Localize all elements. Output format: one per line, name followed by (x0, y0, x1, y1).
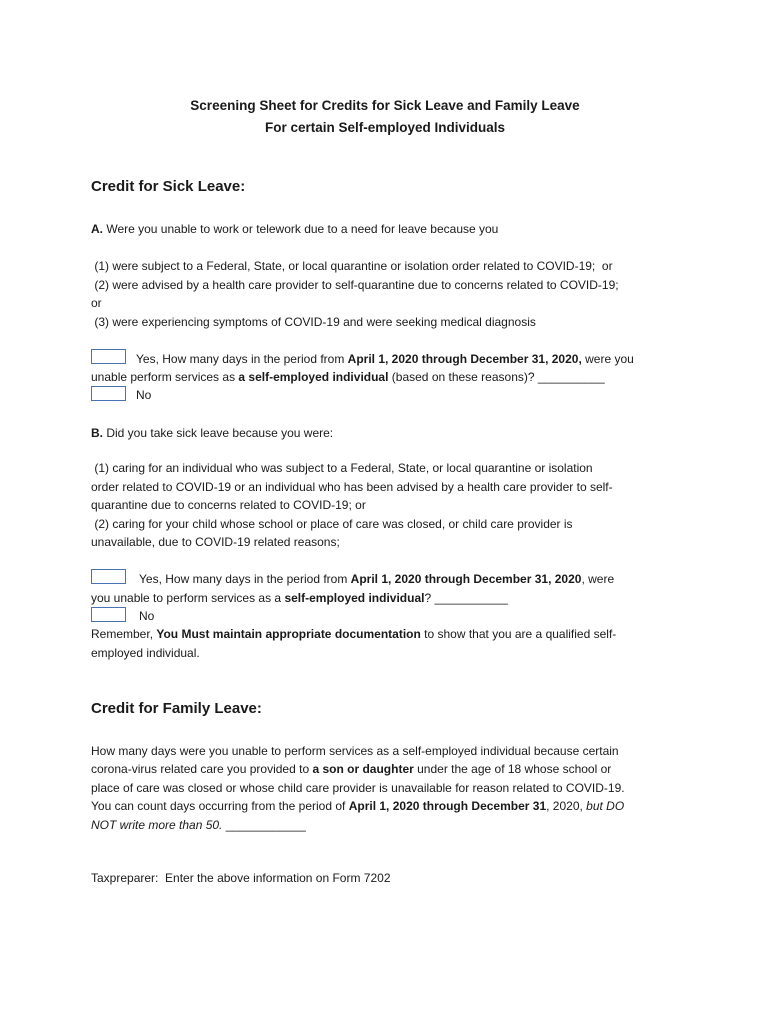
family-line2-suffix: under the age of 18 whose school or (413, 762, 612, 776)
a-yes-line2-prefix: unable perform services as (91, 370, 239, 384)
b-no-label: No (139, 609, 155, 623)
family-line4-prefix: You can count days occurring from the period of (91, 799, 349, 813)
family-line5-italic: NOT write more than 50. (91, 818, 223, 832)
b-yes-line2-suffix: ? ___________ (424, 591, 508, 605)
a-reason-1: (1) were subject to a Federal, State, or local quarantine or isolation order related to COVID-19; or (91, 259, 613, 273)
family-line4-italic: but DO (586, 799, 625, 813)
b-yes-period: April 1, 2020 through December 31, 2020 (350, 572, 582, 586)
a-yes-mid: were you (581, 352, 634, 366)
question-a-label: A. (91, 222, 103, 236)
b-reason-1a: (1) caring for an individual who was subject to a Federal, State, or local quarantine or isolation (91, 461, 593, 475)
family-line4 (91, 797, 624, 815)
remember-suffix: to show that you are a qualified self- (420, 627, 617, 641)
remember-line2: employed individual. (91, 646, 200, 660)
family-line5 (91, 816, 306, 834)
remember-line1 (91, 625, 616, 643)
b-yes-line2-prefix: you unable to perform services as a (91, 591, 285, 605)
family-leave-heading: Credit for Family Leave: (91, 700, 262, 717)
a-yes-line1 (136, 350, 634, 368)
family-line5-suffix: ____________ (222, 818, 306, 832)
b-reason-1c: quarantine due to concerns related to COVID-19; or (91, 498, 366, 512)
a-yes-role: a self-employed individual (238, 370, 389, 384)
b-reason-1b: order related to COVID-19 or an individual who has been advised by a health care provider to self- (91, 480, 613, 494)
taxpreparer-note: Taxpreparer: Enter the above information on Form 7202 (91, 871, 391, 885)
a-yes-line2 (91, 368, 605, 386)
b-reason-2a: (2) caring for your child whose school or place of care was closed, or child care provider is (91, 517, 573, 531)
a-reason-2: (2) were advised by a health care provider to self-quarantine due to concerns related to COVID-19; (91, 278, 619, 292)
a-yes-checkbox[interactable] (91, 349, 126, 364)
a-reason-or: or (91, 296, 102, 310)
a-no-label: No (136, 388, 152, 402)
b-yes-role: self-employed individual (284, 591, 425, 605)
family-line4-mid: , 2020, (546, 799, 587, 813)
remember-bold: You Must maintain appropriate documentation (156, 627, 421, 641)
b-yes-line1 (139, 570, 614, 588)
remember-prefix: Remember, (91, 627, 157, 641)
sick-leave-heading: Credit for Sick Leave: (91, 178, 246, 195)
a-yes-line2-suffix: (based on these reasons)? __________ (388, 370, 605, 384)
family-line3: place of care was closed or whose child care provider is unavailable for reason related to COVID-19. (91, 781, 625, 795)
a-reason-3: (3) were experiencing symptoms of COVID-19 and were seeking medical diagnosis (91, 315, 536, 329)
family-line2 (91, 760, 611, 778)
a-yes-prefix: Yes, How many days in the period from (136, 352, 348, 366)
b-reason-2b: unavailable, due to COVID-19 related reasons; (91, 535, 340, 549)
b-yes-prefix: Yes, How many days in the period from (139, 572, 351, 586)
b-yes-checkbox[interactable] (91, 569, 126, 584)
question-b-label: B. (91, 426, 103, 440)
document-title: Screening Sheet for Credits for Sick Leave and Family Leave (190, 98, 580, 113)
b-no-checkbox[interactable] (91, 607, 126, 622)
b-yes-mid: , were (581, 572, 615, 586)
family-line1: How many days were you unable to perform services as a self-employed individual because certain (91, 744, 619, 758)
question-b (91, 424, 681, 442)
b-yes-line2 (91, 589, 508, 607)
family-line4-bold: April 1, 2020 through December 31 (348, 799, 547, 813)
question-a (91, 220, 681, 238)
document-subtitle: For certain Self-employed Individuals (264, 120, 506, 135)
question-a-text: Were you unable to work or telework due to a need for leave because you (103, 222, 499, 236)
a-yes-period: April 1, 2020 through December 31, 2020, (347, 352, 582, 366)
family-line2-bold: a son or daughter (312, 762, 414, 776)
family-line2-prefix: corona-virus related care you provided to (91, 762, 313, 776)
a-no-checkbox[interactable] (91, 386, 126, 401)
question-b-text: Did you take sick leave because you were: (103, 426, 334, 440)
